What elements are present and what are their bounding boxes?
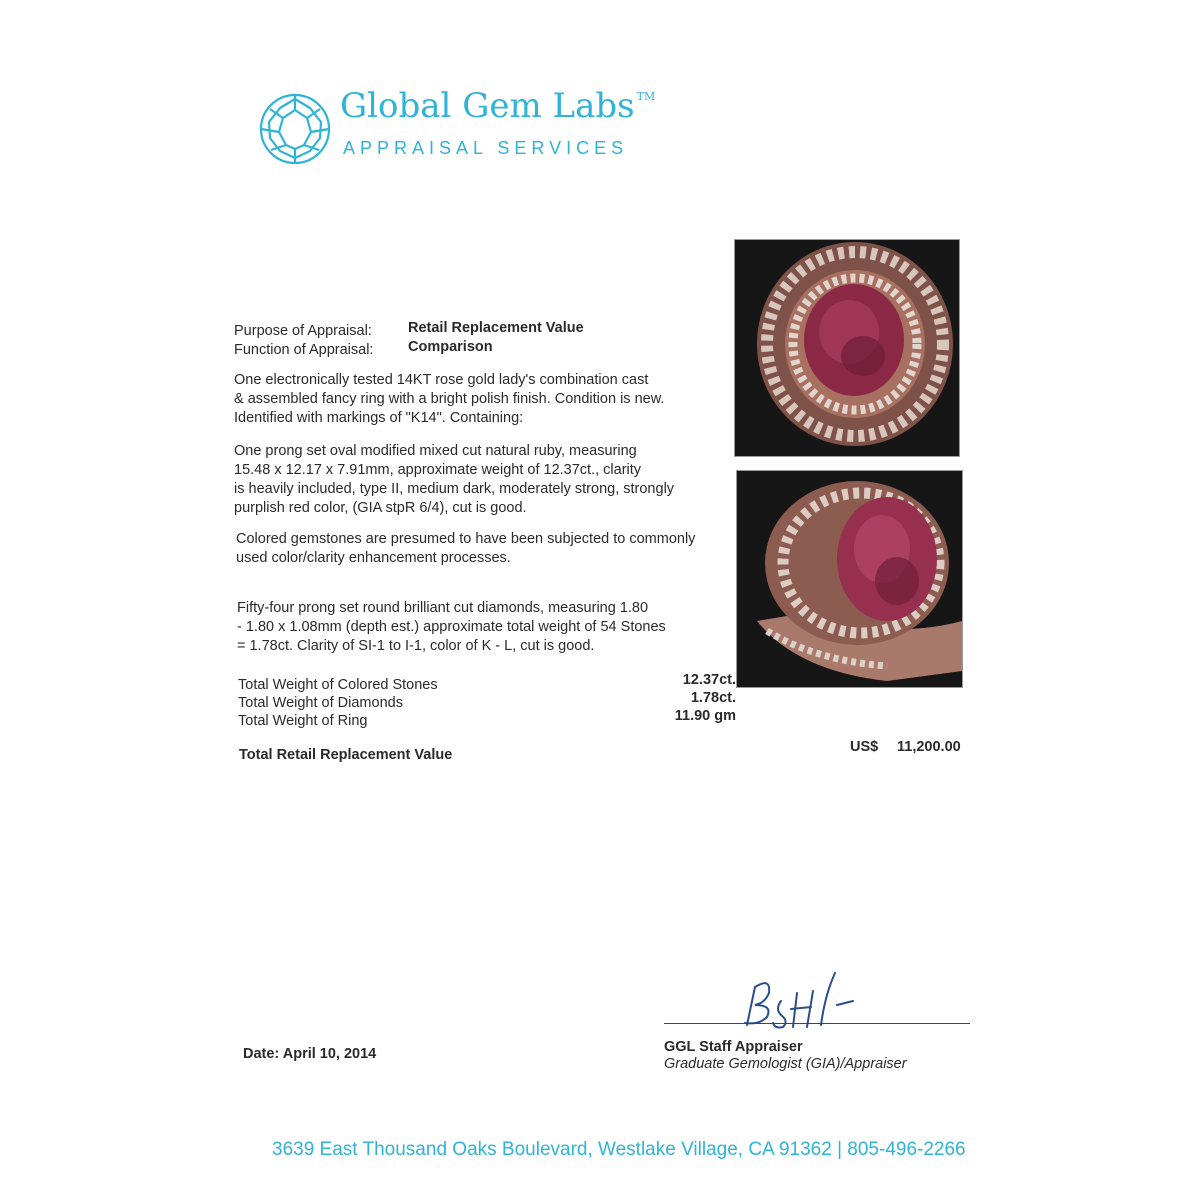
function-label: Function of Appraisal: bbox=[234, 342, 374, 358]
diamonds-weight-label: Total Weight of Diamonds bbox=[238, 695, 403, 711]
brand-name-text: Global Gem Labs bbox=[340, 86, 635, 126]
colored-stones-label: Total Weight of Colored Stones bbox=[238, 677, 438, 693]
signature-scribble bbox=[725, 965, 865, 1035]
retail-value-label: Total Retail Replacement Value bbox=[239, 747, 453, 763]
function-value: Comparison bbox=[408, 339, 493, 355]
ring-weight-label: Total Weight of Ring bbox=[238, 713, 368, 729]
appraiser-title: GGL Staff Appraiser bbox=[664, 1039, 803, 1055]
ring-weight-value: 11.90 gm bbox=[674, 708, 736, 724]
signature-line bbox=[664, 1023, 970, 1024]
currency-label: US$ bbox=[850, 739, 879, 755]
treatment-note: Colored gemstones are presumed to have been subjected to commonly used color/clarity enhancement processes. bbox=[236, 531, 696, 566]
brand-name bbox=[340, 86, 655, 126]
ruby-description: One prong set oval modified mixed cut natural ruby, measuring 15.48 x 12.17 x 7.91mm, approximate weight of 12.37ct., clarity is heavily included, type II, medium dark, moderately strong, strongly purplish red color, (GIA stpR 6/4), cut is good. bbox=[234, 443, 675, 516]
appraisal-date: Date: April 10, 2014 bbox=[243, 1046, 377, 1062]
purpose-label: Purpose of Appraisal: bbox=[234, 323, 372, 339]
colored-stones-value: 12.37ct. bbox=[682, 672, 736, 688]
ruby-ring-side-view-photo bbox=[736, 470, 963, 688]
appraiser-credentials: Graduate Gemologist (GIA)/Appraiser bbox=[664, 1056, 907, 1072]
ring-description: One electronically tested 14KT rose gold lady's combination cast & assembled fancy ring with a bright polish finish. Condition is new. Identified with markings of "K14". Containing: bbox=[234, 372, 665, 426]
diamond-description: Fifty-four prong set round brilliant cut diamonds, measuring 1.80 - 1.80 x 1.08mm (depth est.) approximate total weight of 54 Stones = 1.78ct. Clarity of SI-1 to I-1, color of K - L, cut is good. bbox=[237, 600, 666, 654]
gem-outline-icon bbox=[258, 92, 332, 166]
diamonds-weight-value: 1.78ct. bbox=[690, 690, 736, 706]
retail-value-amount: 11,200.00 bbox=[897, 739, 961, 755]
purpose-value: Retail Replacement Value bbox=[408, 320, 584, 336]
ruby-ring-top-view-photo bbox=[734, 239, 960, 457]
brand-subtitle: APPRAISAL SERVICES bbox=[343, 138, 629, 158]
trademark-mark: TM bbox=[636, 90, 656, 103]
footer-address: 3639 East Thousand Oaks Boulevard, Westlake Village, CA 91362 | 805-496-2266 bbox=[272, 1139, 966, 1160]
